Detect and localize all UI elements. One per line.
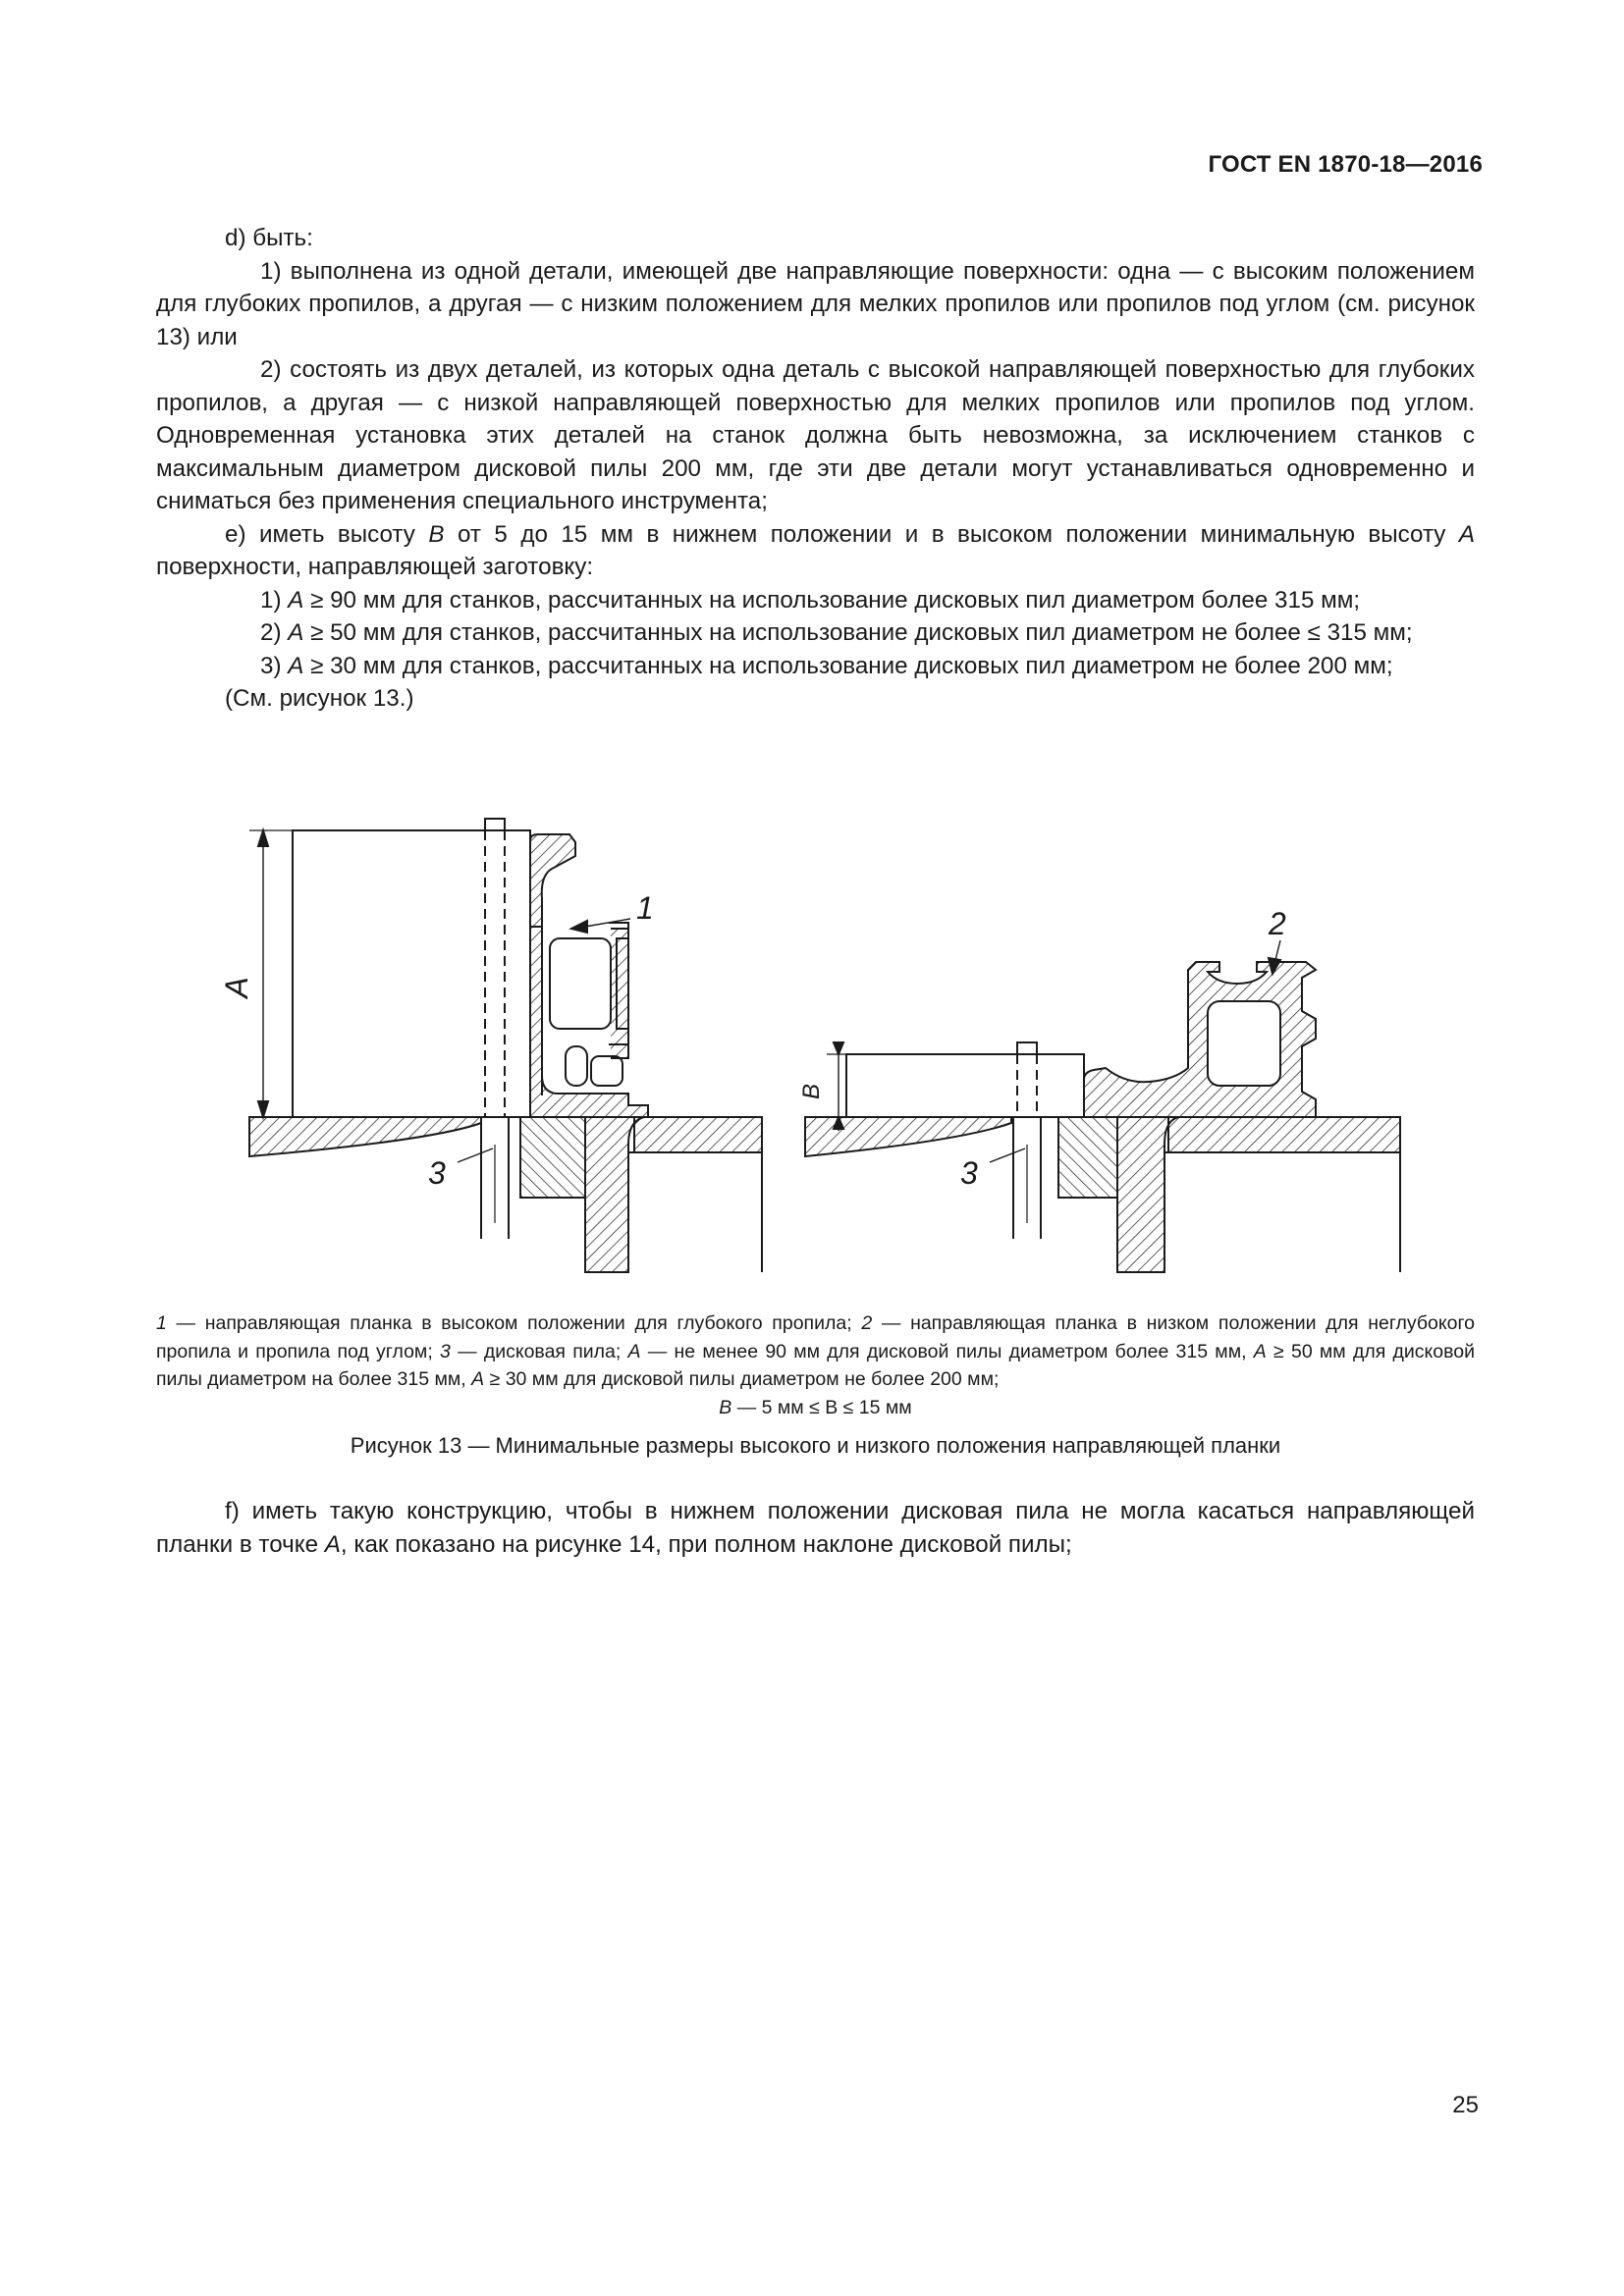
callout-3-right: 3 [960,1155,978,1191]
figure-legend [156,1309,1475,1421]
document-code: ГОСТ EN 1870-18—2016 [1208,151,1483,178]
workpiece-left [293,830,530,1117]
blade-top-left [485,819,505,830]
table-left-a [249,1117,481,1156]
legend-text: 1 — направляющая планка в высоком положении для глубокого пропила; 2 — направляющая планка в низком положении для неглубокого пропила и пропила под углом; 3 — дисковая пила; A — не менее 90 мм для дисковой пилы диаметром более 315 мм, A ≥ 50 мм для дисковой пилы диаметром на более 315 мм, A ≥ 30 мм для дисковой пилы диаметром не более 200 мм; [156,1312,1476,1390]
item-e3: 3) A ≥ 30 мм для станков, рассчитанных на использование дисковых пил диаметром не более 200 мм; [260,652,1393,679]
figure-13 [219,811,1426,1282]
callout-1: 1 [636,890,654,926]
legend-b-line: B — 5 мм ≤ B ≤ 15 мм [719,1396,912,1418]
workpiece-right [846,1054,1084,1117]
item-d1: 1) выполнена из одной детали, имеющей две направляющие поверхности: одна — с высоким положением для глубоких пропилов, а другая — с низким положением для мелких пропилов или пропилов под углом (см. рисунок 13) или [156,257,1475,350]
page-number: 25 [1452,2092,1479,2118]
figure-13-drawing [219,811,1426,1282]
dimension-label-a: A [219,977,254,998]
item-e2: 2) A ≥ 50 мм для станков, рассчитанных на использование дисковых пил диаметром не более ≤ 315 мм; [260,619,1413,646]
item-f: f) иметь такую конструкцию, чтобы в нижнем положении дисковая пила не могла касаться направляющей планки в точке A, как показано на рисунке 14, при полном наклоне дисковой пилы; [156,1498,1475,1558]
blade-top-right [1017,1042,1037,1054]
main-text [156,222,1475,716]
see-figure-note: (См. рисунок 13.) [225,685,414,712]
item-d2: 2) состоять из двух деталей, из которых одна деталь с высокой направляющей поверхностью для глубоких пропилов, а другая — с низкой направляющей поверхностью для мелких пропилов или пропилов под углом. Одновременная установка этих деталей на станок должна быть невозможна, за исключением станков с максимальным диаметром дисковой пилы 200 мм, где эти две детали могут устанавливаться одновременно и сниматься без применения специального инструмента; [156,356,1475,514]
callout-3-left: 3 [428,1155,446,1191]
item-e1: 1) A ≥ 90 мм для станков, рассчитанных на использование дисковых пил диаметром более 315 мм; [260,586,1361,614]
insert-plate-left [520,1117,585,1198]
figure-caption: Рисунок 13 — Минимальные размеры высокого и низкого положения направляющей планки [350,1433,1281,1458]
item-d-intro: d) быть: [225,225,313,251]
insert-plate-right [1058,1117,1117,1198]
callout-2: 2 [1269,906,1286,941]
dimension-label-b: B [798,1083,825,1100]
right-view-low-position [805,940,1400,1272]
left-view-high-position [249,819,762,1272]
item-e-intro: e) иметь высоту B от 5 до 15 мм в нижнем положении и в высоком положении минимальную высоту A поверхности, направляющей заготовку: [156,520,1475,580]
